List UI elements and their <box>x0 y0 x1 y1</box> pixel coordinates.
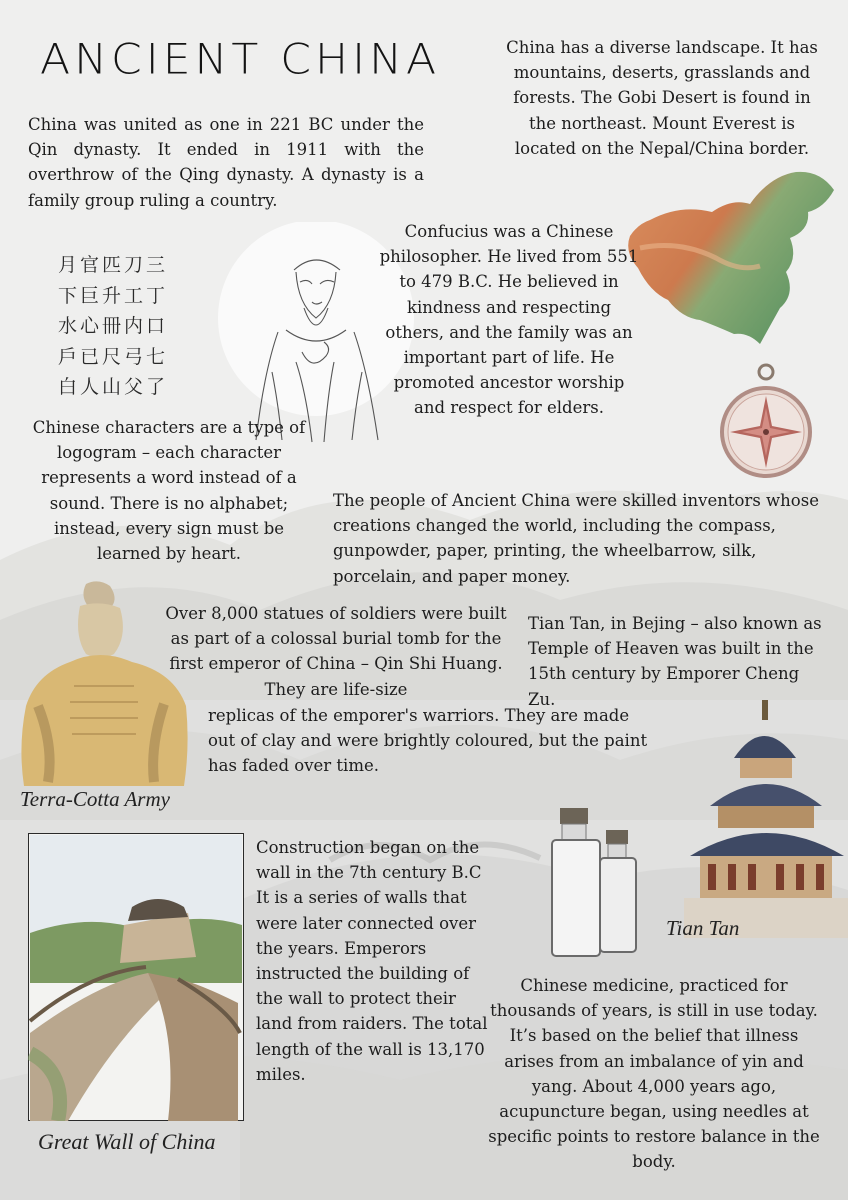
character-row: 下巨升工丁 <box>58 284 169 307</box>
terracotta-caption: Terra-Cotta Army <box>20 787 170 811</box>
great-wall-paragraph: Construction began on the wall in the 7th century B.C It is a series of walls that were later connected over the years. Emperors instructed the building of the wall to protect their land from raiders. The total length of the wall is 13,170 miles. <box>256 838 488 1084</box>
character-row: 月官匹刀三 <box>58 254 169 276</box>
intro-paragraph: China was united as one in 221 BC under the Qin dynasty. It ended in 1911 with the overthrow of the Qing dynasty. A dynasty is a family group ruling a country. <box>28 115 424 210</box>
china-map-icon <box>620 168 838 350</box>
landscape-paragraph: China has a diverse landscape. It has mountains, deserts, grasslands and forests. The Gobi Desert is found in the northeast. Mount Everest is located on the Nepal/China border. <box>506 38 818 158</box>
terracotta-paragraph-top: Over 8,000 statues of soldiers were built as part of a colossal burial tomb for the first emperor of China – Qin Shi Huang. They are life-size <box>165 604 507 699</box>
inventors-paragraph: The people of Ancient China were skilled inventors whose creations changed the world, including the compass, gunpowder, paper, printing, the wheelbarrow, silk, porcelain, and paper money. <box>333 491 819 586</box>
character-row: 水心冊内口 <box>58 315 169 337</box>
great-wall-caption: Great Wall of China <box>38 1129 216 1154</box>
temple-of-heaven-icon <box>684 698 848 942</box>
confucius-paragraph: Confucius was a Chinese philosopher. He lived from 551 to 479 B.C. He believed in kindness and respecting others, and the family was an important part of life. He promoted ancestor worship and respect for elders. <box>379 222 639 418</box>
character-row: 白人山父了 <box>58 376 169 398</box>
page-title: ANCIENT CHINA <box>40 35 441 84</box>
terracotta-paragraph-bottom: replicas of the emporer's warriors. They are made out of clay and were brightly coloured, but the paint has faded over time. <box>208 706 648 776</box>
tiantan-paragraph: Tian Tan, in Bejing – also known as Temple of Heaven was built in the 15th century by Emporer Cheng Zu. <box>528 614 822 709</box>
medicine-paragraph: Chinese medicine, practiced for thousands of years, is still in use today. It’s based on the belief that illness arises from an imbalance of yin and yang. About 4,000 years ago, acupuncture began, using needles at specific points to restore balance in the body. <box>488 976 820 1172</box>
characters-paragraph: Chinese characters are a type of logogram – each character represents a word instead of a sound. There is no alphabet; instead, every sign must be learned by heart. <box>32 418 306 564</box>
medicine-bottles-icon <box>548 808 642 960</box>
great-wall-painting <box>28 833 244 1121</box>
compass-icon <box>718 362 814 484</box>
tiantan-caption: Tian Tan <box>666 916 740 940</box>
chinese-characters-grid <box>58 250 208 403</box>
character-row: 戶已尺弓七 <box>58 345 169 368</box>
